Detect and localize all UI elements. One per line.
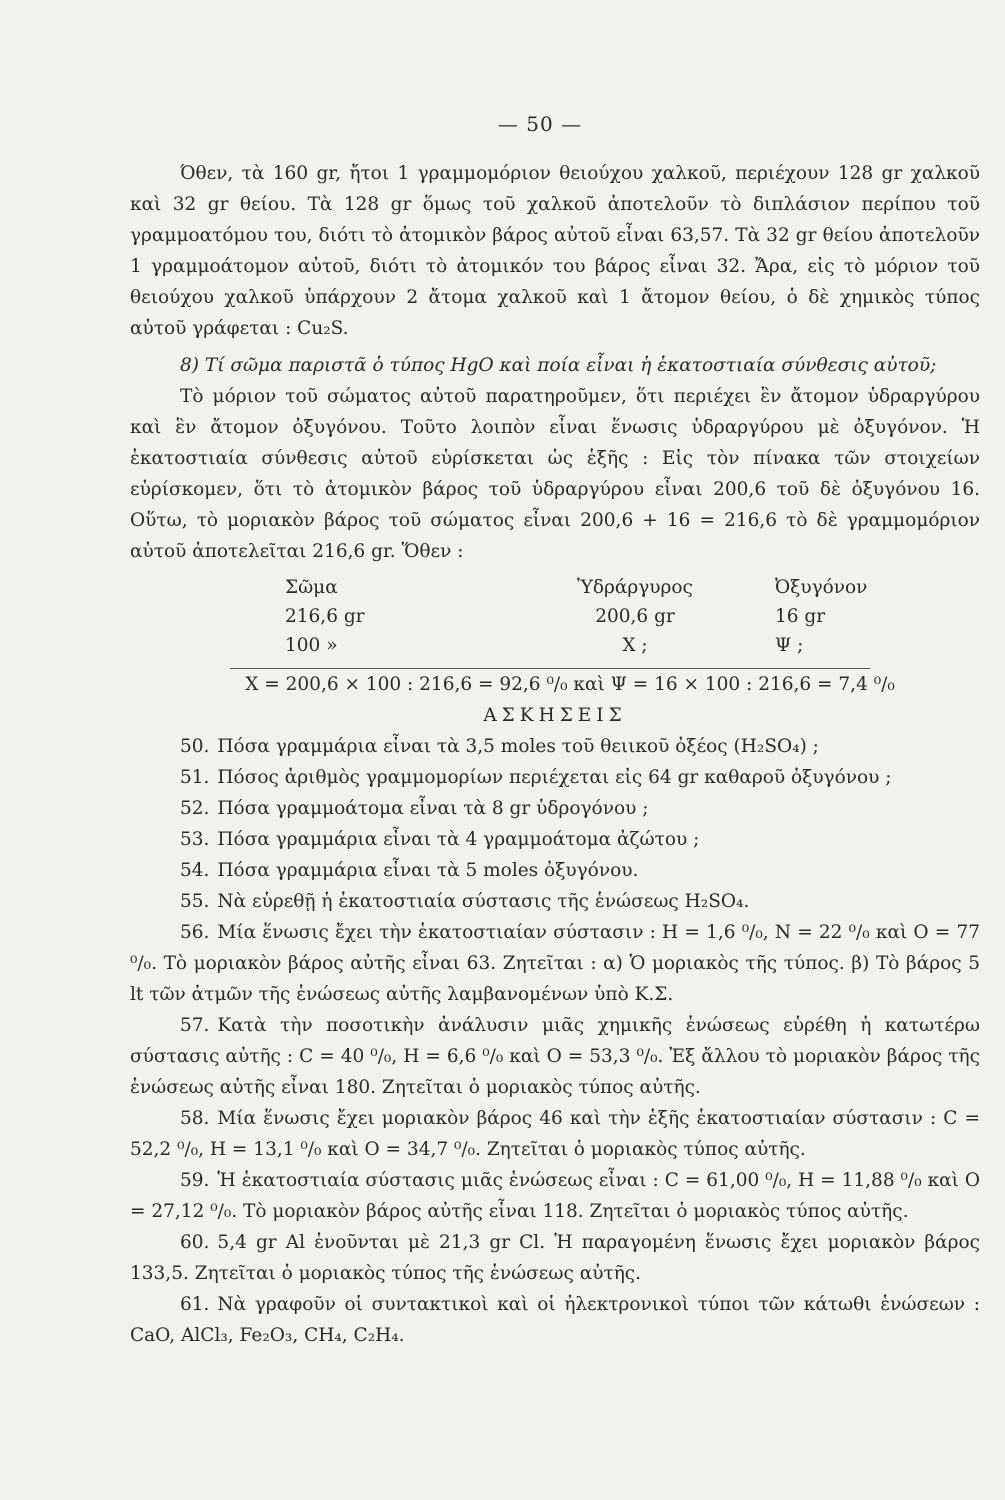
exercise-item	[130, 1227, 980, 1289]
exercise-text: Πόσος ἀριθμὸς γραμμομορίων περιέχεται εἰς 64 gr καθαροῦ ὀξυγόνου ;	[217, 767, 892, 788]
exercise-number: 52.	[180, 798, 210, 819]
exercise-number: 60.	[180, 1232, 210, 1253]
exercise-text: Νὰ γραφοῦν οἱ συντακτικοὶ καὶ οἱ ἠλεκτρονικοὶ τύποι τῶν κάτωθι ἑνώσεων : CaO, AlCl₃, Fe₂O₃, CH₄, C₂H₄.	[130, 1294, 980, 1346]
exercise-number: 50.	[180, 736, 210, 757]
result-formula: Χ = 200,6 × 100 : 216,6 = 92,6 ⁰/₀ καὶ Ψ = 16 × 100 : 216,6 = 7,4 ⁰/₀	[245, 674, 895, 695]
question-heading: 8) Τί σῶμα παριστᾶ ὁ τύπος HgO καὶ ποία εἶναι ἡ ἑκατοστιαία σύνθεσις αὐτοῦ;	[180, 355, 937, 376]
table-cell: Ψ ;	[775, 635, 804, 656]
table-header-mercury: Ὑδράργυρος	[577, 577, 693, 598]
exercise-item	[130, 1289, 980, 1351]
answer-paragraph: Τὸ μόριον τοῦ σώματος αὐτοῦ παρατηροῦμεν, ὅτι περιέχει ἓν ἄτομον ὑδραργύρου καὶ ἓν ἄτομον ὀξυγόνου. Τοῦτο λοιπὸν εἶναι ἕνωσις ὑδραργύρου μὲ ὀξυγόνον. Ἡ ἑκατοστιαία σύνθεσις αὐτοῦ εὑρίσκεται ὡς ἑξῆς : Εἰς τὸν πίνακα τῶν στοιχείων εὑρίσκομεν, ὅτι τὸ ἀτομικὸν βάρος τοῦ ὑδραργύρου εἶναι 200,6 τοῦ δὲ ὀξυγόνου 16. Οὕτω, τὸ μοριακὸν βάρος τοῦ σώματος εἶναι 200,6 + 16 = 216,6 τὸ δὲ γραμμομόριον αὐτοῦ ἀποτελεῖται 216,6 gr. Ὅθεν :	[130, 386, 980, 562]
exercise-item	[130, 1165, 980, 1227]
exercise-text: Ἡ ἑκατοστιαία σύστασις μιᾶς ἑνώσεως εἶναι : C = 61,00 ⁰/₀, H = 11,88 ⁰/₀ καὶ O = 27,12 ⁰/₀. Τὸ μοριακὸν βάρος αὐτῆς εἶναι 118. Ζητεῖται ὁ μοριακὸς τύπος αὐτῆς.	[130, 1170, 980, 1222]
exercise-item	[130, 855, 980, 886]
exercise-item	[130, 1010, 980, 1103]
exercise-item	[130, 824, 980, 855]
exercise-item	[130, 731, 980, 762]
exercises-heading: ΑΣΚΗΣΕΙΣ	[483, 705, 627, 726]
exercise-number: 54.	[180, 860, 210, 881]
exercise-number: 55.	[180, 891, 210, 912]
exercise-item	[130, 886, 980, 917]
exercise-item	[130, 1103, 980, 1165]
exercise-number: 56.	[180, 922, 210, 943]
exercise-text: Μία ἕνωσις ἔχει τὴν ἑκατοστιαίαν σύστασιν : H = 1,6 ⁰/₀, N = 22 ⁰/₀ καὶ O = 77 ⁰/₀. Τὸ μοριακὸν βάρος αὐτῆς εἶναι 63. Ζητεῖται : α) Ὁ μοριακὸς τῆς τύπος. β) Τὸ βάρος 5 lt τῶν ἀτμῶν τῆς ἑνώσεως αὐτῆς λαμβανομένων ὑπὸ Κ.Σ.	[130, 922, 980, 1005]
table-header-oxygen: Ὀξυγόνον	[775, 577, 868, 598]
exercise-number: 59.	[180, 1170, 210, 1191]
exercise-number: 58.	[180, 1108, 210, 1129]
exercise-number: 57.	[180, 1015, 210, 1036]
table-cell: 100 »	[285, 635, 338, 656]
exercise-text: Πόσα γραμμάρια εἶναι τὰ 5 moles ὀξυγόνου.	[217, 860, 639, 881]
table-header-body: Σῶμα	[285, 577, 338, 598]
table-cell: 16 gr	[775, 606, 826, 627]
exercise-text: Πόσα γραμμοάτομα εἶναι τὰ 8 gr ὑδρογόνου ;	[217, 798, 649, 819]
page-number: — 50 —	[497, 112, 583, 136]
exercise-item	[130, 762, 980, 793]
exercise-text: Πόσα γραμμάρια εἶναι τὰ 4 γραμμοάτομα ἀζώτου ;	[217, 829, 700, 850]
exercise-number: 51.	[180, 767, 210, 788]
table-cell: Χ ;	[622, 635, 648, 656]
intro-paragraph: Όθεν, τὰ 160 gr, ἤτοι 1 γραμμομόριον θειούχου χαλκοῦ, περιέχουν 128 gr χαλκοῦ καὶ 32 gr θείου. Τὰ 128 gr ὅμως τοῦ χαλκοῦ ἀποτελοῦν τὸ διπλάσιον περίπου τοῦ γραμμοατόμου του, διότι τὸ ἀτομικὸν βάρος αὐτοῦ εἶναι 63,57. Τὰ 32 gr θείου ἀποτελοῦν 1 γραμμοάτομον αὐτοῦ, διότι τὸ ἀτομικόν του βάρος εἶναι 32. Ἄρα, εἰς τὸ μόριον τοῦ θειούχου χαλκοῦ ὑπάρχουν 2 ἄτομα χαλκοῦ καὶ 1 ἄτομον θείου, ὁ δὲ χημικὸς τύπος αὐτοῦ γράφεται : Cu₂S.	[130, 163, 980, 339]
table-cell: 200,6 gr	[595, 606, 675, 627]
exercise-text: 5,4 gr Al ἑνοῦνται μὲ 21,3 gr Cl. Ἡ παραγομένη ἕνωσις ἔχει μοριακὸν βάρος 133,5. Ζητεῖται ὁ μοριακὸς τύπος τῆς ἑνώσεως αὐτῆς.	[130, 1232, 980, 1284]
exercise-number: 61.	[180, 1294, 210, 1315]
exercise-text: Μία ἕνωσις ἔχει μοριακὸν βάρος 46 καὶ τὴν ἑξῆς ἑκατοστιαίαν σύστασιν : C = 52,2 ⁰/₀, H = 13,1 ⁰/₀ καὶ O = 34,7 ⁰/₀. Ζητεῖται ὁ μοριακὸς τύπος αὐτῆς.	[130, 1108, 980, 1160]
exercise-item	[130, 793, 980, 824]
table-cell: 216,6 gr	[285, 606, 365, 627]
proportion-table	[285, 573, 980, 660]
exercise-item	[130, 917, 980, 1010]
exercise-text: Κατὰ τὴν ποσοτικὴν ἀνάλυσιν μιᾶς χημικῆς ἑνώσεως εὑρέθη ἡ κατωτέρω σύστασις αὐτῆς : C = 40 ⁰/₀, H = 6,6 ⁰/₀ καὶ O = 53,3 ⁰/₀. Ἐξ ἄλλου τὸ μοριακὸν βάρος τῆς ἑνώσεως αὐτῆς εἶναι 180. Ζητεῖται ὁ μοριακὸς τύπος αὐτῆς.	[130, 1015, 980, 1098]
exercise-text: Νὰ εὑρεθῇ ἡ ἑκατοστιαία σύστασις τῆς ἑνώσεως H₂SO₄.	[217, 891, 750, 912]
exercise-text: Πόσα γραμμάρια εἶναι τὰ 3,5 moles τοῦ θειικοῦ ὀξέος (H₂SO₄) ;	[217, 736, 819, 757]
page-body	[130, 158, 980, 1351]
exercise-number: 53.	[180, 829, 210, 850]
